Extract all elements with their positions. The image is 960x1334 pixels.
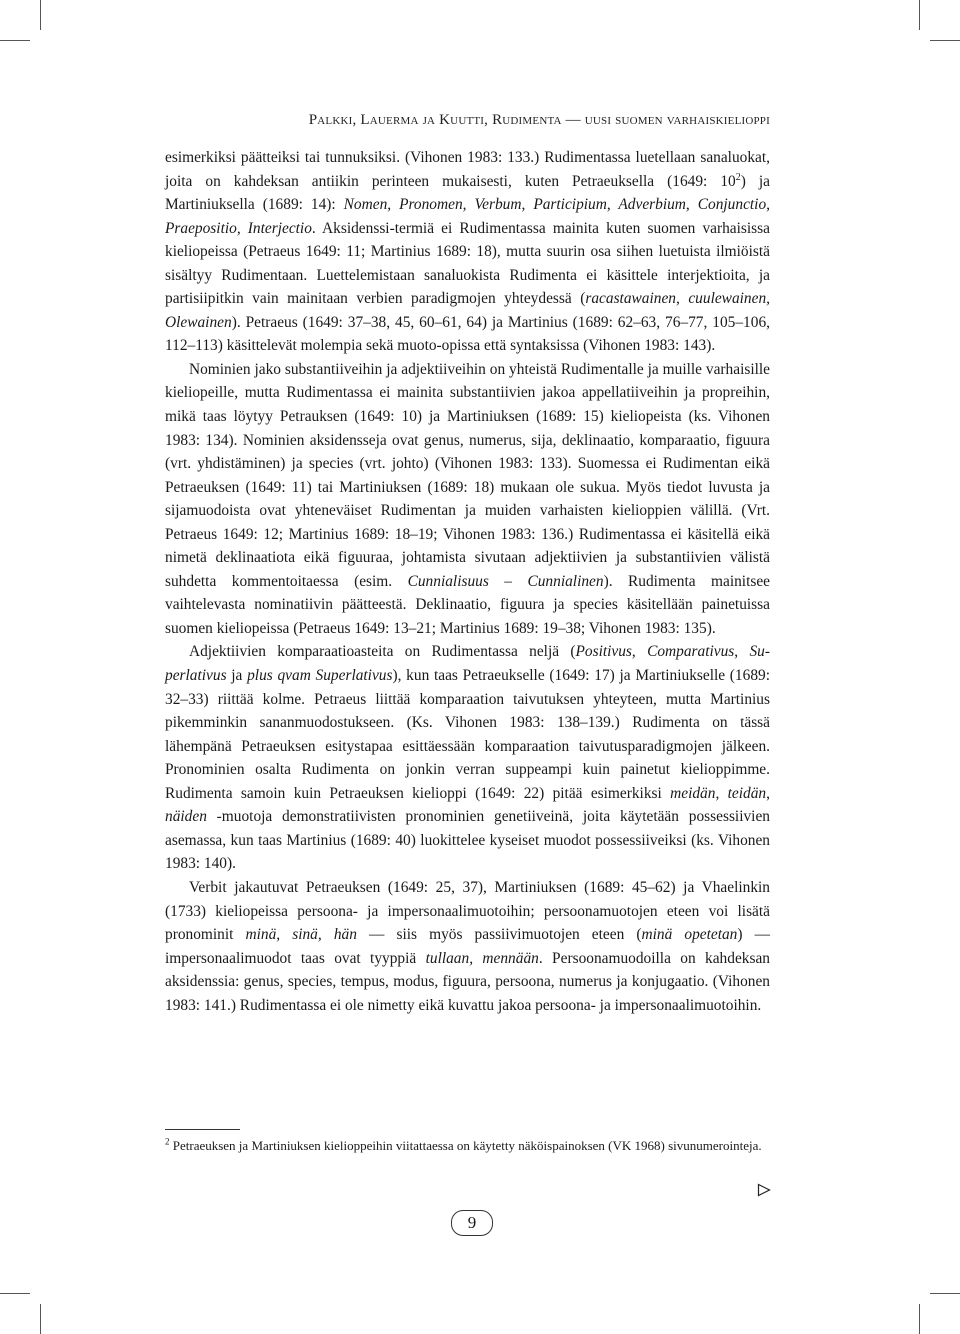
- text-run: Verbit jakautuvat Petraeuksen (1649: 25, 37), Martiniuksen (1689: 45–62) ja Vhaelinkin (1733) kieliopeissa persoona- ja impersonaalimuotoihin; persoonamuotojen eteen voi lisätä pronominit: [165, 878, 770, 944]
- italic-run: Nomen, Pronomen, Verbum, Participium, Adverbium, Conjunctio, Praepositio, Interjectio: [165, 196, 770, 237]
- italic-run: Positivus: [575, 643, 632, 661]
- text-run: ), kun taas Petraeukselle (1649: 17) ja Martiniukselle (1689: 32–33) riittää kolme. Petraeus liittää komparaation taivutuksen yhteyteen, mutta Martinius pikemminkin sananmuodostukseen. (Ks. Vihonen 1983: 138–139.) Rudimenta on tässä lähempänä Petraeuksen esitystapaa esittäessään komparaation taivutusparadigmojen jälkeen. Pronominien osalta Rudimenta on jonkin verran suppeampi kuin painetut kielioppimme. Rudimenta samoin kuin Petraeuksen kielioppi (1649: 22) pitää esimerkiksi: [165, 667, 770, 802]
- footnote-reference[interactable]: 2: [735, 171, 741, 183]
- text-run: -muotoja demonstratiivisten pronominien genetiiveinä, joita käytetään possessiivien asemassa, kun taas Martinius (1689: 40) luokittelee kyseiset muodot possessiiveiksi (ks. Vihonen 1983: 140).: [165, 808, 770, 873]
- crop-mark-bottom-left: [40, 1304, 41, 1334]
- footnote-text: Petraeuksen ja Martiniuksen kielioppeihin viitattaessa on käytetty näköispainoksen (VK 1968) sivunumerointeja.: [169, 1138, 762, 1153]
- running-header: Palkki, Lauerma ja Kuutti, Rudimenta — uusi suomen varhaiskielioppi: [308, 112, 770, 128]
- text-run: . Aksidenssi-termiä ei Rudimentassa mainita kuten suomen varhaisissa kieliopeissa (Petraeus 1649: 11; Martinius 1689: 18), mutta suurin osa siihen luetuista ilmiöistä sisältyy Rudimentaan. Luettelemistaan sanaluokista Rudimenta ei käsittele interjektioita, ja partisiipitkin vain mainitaan verbien paradigmojen yhteydessä (: [165, 219, 770, 308]
- italic-run: meidän: [670, 784, 716, 802]
- text-run: ,: [715, 784, 728, 802]
- italic-run: minä, sinä, hän: [245, 926, 357, 944]
- italic-run: näiden: [165, 808, 207, 826]
- paragraph-4: [165, 876, 770, 1017]
- italic-run: Comparativus: [647, 643, 735, 661]
- footnote-divider: [165, 1129, 240, 1130]
- italic-run: minä opetetan: [641, 926, 738, 944]
- italic-run: racastawainen, cuulewainen, Olewainen: [165, 290, 770, 331]
- text-run: Adjektiivien komparaatioasteita on Rudimentassa neljä (: [189, 643, 576, 661]
- text-run: ,: [734, 643, 750, 661]
- text-run: ja: [226, 667, 248, 685]
- paragraph-2: [165, 358, 770, 641]
- text-run: ). Petraeus (1649: 37–38, 45, 60–61, 64) ja Martinius (1689: 62–63, 76–77, 105–106, 112–113) käsittelevät molempia sekä muoto-opissa että syntaksissa (Vihonen 1983: 143).: [165, 313, 770, 355]
- crop-mark-right-top: [930, 40, 960, 41]
- text-run: ,: [631, 643, 648, 661]
- crop-mark-left-top: [0, 40, 30, 41]
- next-page-triangle-icon-svg: [757, 1183, 771, 1197]
- italic-run: teidän: [727, 784, 767, 802]
- paragraph-3: [165, 640, 770, 875]
- text-run: . Persoonamuodoilla on kahdeksan aksidenssia: genus, species, tempus, modus, figuura, persoona, numerus ja konjugaatio. (Vihonen 1983: 141.) Rudimentassa ei ole nimetty eikä kuvattu jakoa persoona- ja impersonaalimuotoihin.: [165, 949, 770, 1014]
- crop-mark-left-bottom: [0, 1293, 30, 1294]
- italic-run: Superlativus: [165, 643, 770, 685]
- text-run: esimerkiksi päätteiksi tai tunnuksiksi. (Vihonen 1983: 133.) Rudimentassa luetellaan sanaluokat, joita on kahdeksan antiikin perinteen mukaisesti, kuten Petraeuksella (1649: 10: [165, 149, 770, 190]
- paragraph-1: [165, 146, 770, 358]
- crop-mark-top-left: [40, 0, 41, 30]
- page-number: 9: [451, 1210, 493, 1236]
- footnote: [165, 1136, 770, 1156]
- crop-mark-bottom-right: [919, 1304, 920, 1334]
- text-run: ). Rudimenta mainitsee vaihtelevasta nominatiivin päätteestä. Deklinaatio, figuura ja species käsitellään painetuissa suomen kieliopeissa (Petraeus 1649: 13–21; Martinius 1689: 19–38; Vihonen 1983: 135).: [165, 572, 771, 637]
- text-run: ) — impersonaalimuodot taas ovat tyyppiä: [165, 926, 770, 967]
- text-run: ,: [766, 784, 770, 802]
- footnote-marker: 2: [165, 1136, 170, 1147]
- crop-mark-top-right: [919, 0, 920, 30]
- crop-mark-right-bottom: [930, 1293, 960, 1294]
- italic-run: tullaan, mennään: [425, 949, 539, 967]
- text-run: Nominien jako substantiiveihin ja adjektiiveihin on yhteistä Rudimentalle ja muille varhaisille kieliopeille, mutta Rudimentassa ei mainita substantiivien jakoa appellatiiveihin ja propreihin, mikä taas löytyy Petrauksen (1649: 10) ja Martiniuksen (1689: 15) kieliopeista (ks. Vihonen 1983: 134). Nominien aksidensseja ovat genus, numerus, sija, deklinaatio, komparaatio, figuura (vrt. yhdistäminen) ja species (vrt. johto) (Vihonen 1983: 133). Suomessa ei Rudimentan eikä Petraeuksen (1649: 11) tai Martiniuksen (1689: 18) mukaan ole sukua. Myös tiedot luvusta ja sijamuodoista ovat yhteneväiset Rudimentan ja muiden varhaisten kielioppien välillä. (Vrt. Petraeus 1649: 12; Martinius 1689: 18–19; Vihonen 1983: 136.) Rudimentassa ei käsitellä eikä nimetä deklinaatiota eikä figuuraa, johtamista sivutaan adjektiivien ja substantiivien välistä suhdetta kommentoitaessa (esim.: [165, 360, 770, 590]
- next-page-triangle-icon[interactable]: [757, 1183, 771, 1197]
- body-text: [165, 146, 770, 1017]
- italic-run: Cunnialisuus – Cunnialinen: [407, 572, 604, 590]
- italic-run: plus qvam Superlativus: [247, 667, 393, 685]
- text-run: — siis myös passiivimuotojen eteen (: [356, 926, 642, 944]
- text-run: ) ja Martiniuksella (1689: 14):: [165, 172, 770, 214]
